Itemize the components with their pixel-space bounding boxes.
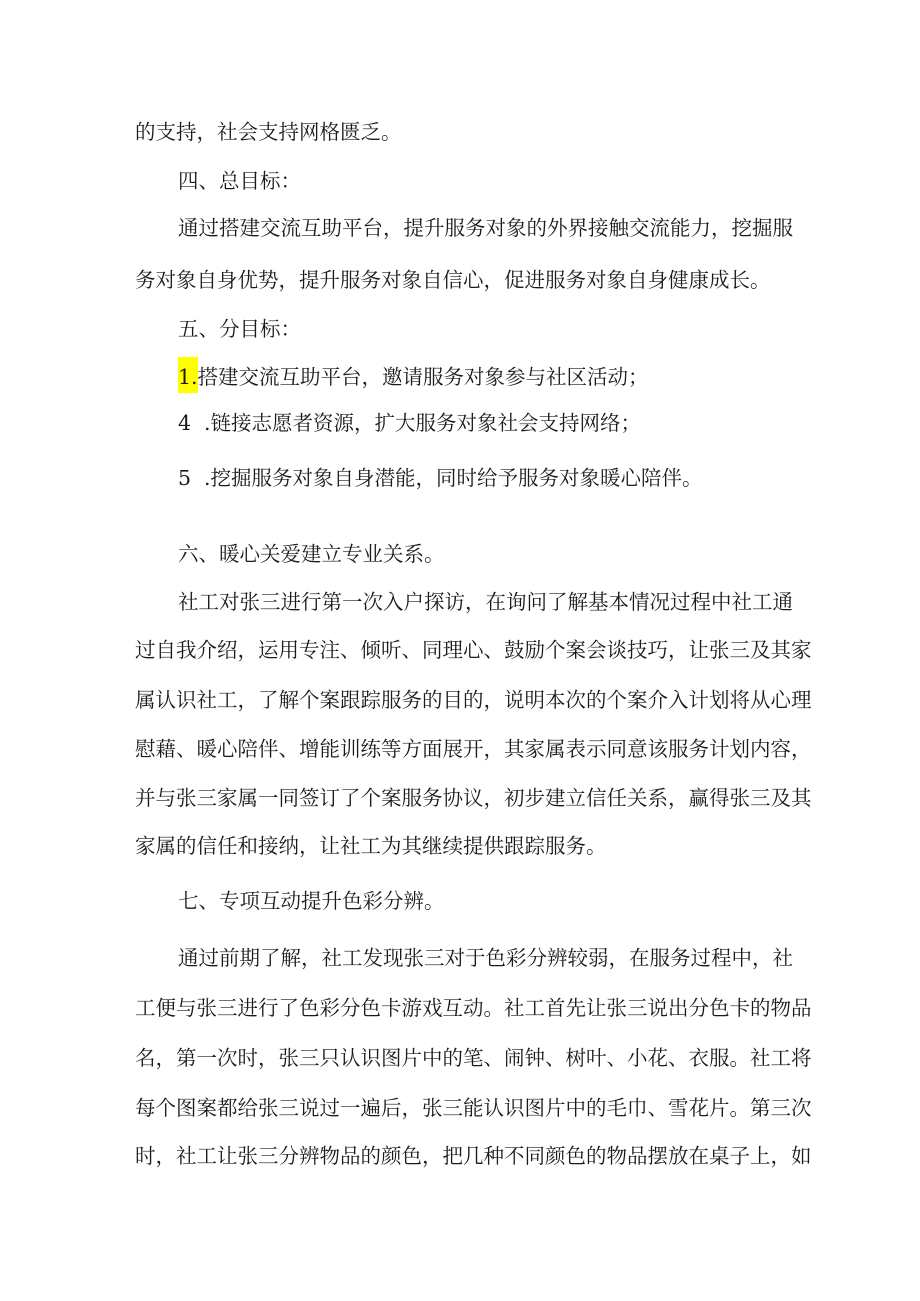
paragraph-line: 属认识社工，了解个案跟踪服务的目的，说明本次的个案介入计划将从心理 (135, 688, 812, 712)
paragraph-line: 并与张三家属一同签订了个案服务协议，初步建立信任关系，赢得张三及其 (135, 786, 812, 810)
paragraph-line: 通过搭建交流互助平台，提升服务对象的外界接触交流能力，挖掘服 (178, 216, 793, 240)
paragraph-line: 通过前期了解，社工发现张三对于色彩分辨较弱，在服务过程中，社 (178, 946, 793, 970)
list-item-text: .链接志愿者资源，扩大服务对象社会支持网络； (204, 411, 642, 435)
list-number: 4 (178, 411, 192, 435)
list-item-4 (178, 409, 641, 437)
section-heading-7: 七、专项互动提升色彩分辨。 (178, 889, 445, 913)
paragraph-line: 务对象自身优势，提升服务对象自信心，促进服务对象自身健康成长。 (135, 268, 771, 292)
list-item-text: .挖掘服务对象自身潜能，同时给予服务对象暖心陪伴。 (204, 466, 703, 490)
list-item-1 (178, 357, 649, 393)
section-heading-5: 五、分目标： (178, 317, 301, 341)
paragraph-line: 慰藉、暖心陪伴、增能训练等方面展开，其家属表示同意该服务计划内容， (135, 737, 812, 761)
paragraph-line: 家属的信任和接纳，让社工为其继续提供跟踪服务。 (135, 834, 607, 858)
list-number: 5 (178, 466, 192, 490)
section-heading-6: 六、暖心关爱建立专业关系。 (178, 542, 445, 566)
paragraph-line: 时，社工让张三分辨物品的颜色，把几种不同颜色的物品摆放在桌子上，如 (135, 1144, 812, 1168)
section-heading-4: 四、总目标： (178, 169, 301, 193)
paragraph-line: 工便与张三进行了色彩分色卡游戏互动。社工首先让张三说出分色卡的物品 (135, 996, 812, 1020)
paragraph-line: 的支持，社会支持网格匮乏。 (135, 120, 402, 144)
list-item-text: 搭建交流互助平台，邀请服务对象参与社区活动； (197, 365, 649, 389)
list-item-5 (178, 464, 703, 492)
paragraph-line: 每个图案都给张三说过一遍后，张三能认识图片中的毛巾、雪花片。第三次 (135, 1096, 812, 1120)
paragraph-line: 社工对张三进行第一次入户探访，在询问了解基本情况过程中社工通 (178, 590, 793, 614)
paragraph-line: 名，第一次时，张三只认识图片中的笔、闹钟、树叶、小花、衣服。社工将 (135, 1046, 812, 1070)
paragraph-line: 过自我介绍，运用专注、倾听、同理心、鼓励个案会谈技巧，让张三及其家 (135, 638, 812, 662)
highlighted-number: 1. (178, 357, 198, 393)
